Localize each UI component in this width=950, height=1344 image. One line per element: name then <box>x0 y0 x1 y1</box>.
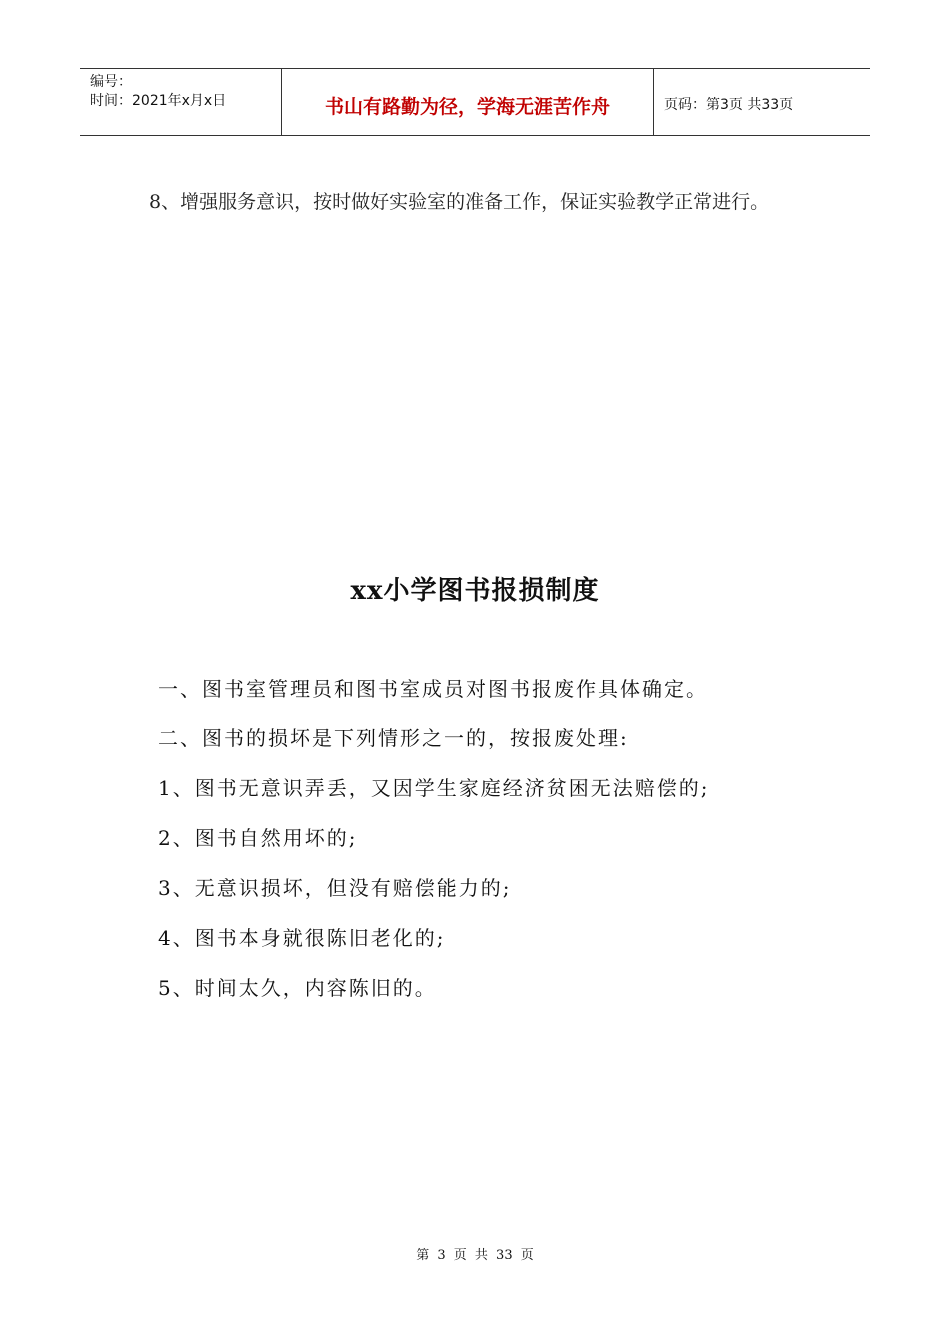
rule-item: 1、图书无意识弄丢，又因学生家庭经济贫困无法赔偿的; <box>158 776 710 800</box>
rule-item: 二、图书的损坏是下列情形之一的，按报废处理: <box>158 726 629 750</box>
rule-item: 4、图书本身就很陈旧老化的; <box>158 926 446 950</box>
document-number-label: 编号： <box>90 74 132 90</box>
page-footer: 第 3 页 共 33 页 <box>416 1248 534 1263</box>
header-meta <box>80 69 282 135</box>
intro-paragraph: 8、增强服务意识，按时做好实验室的准备工作，保证实验教学正常进行。 <box>149 191 770 213</box>
rule-item: 一、图书室管理员和图书室成员对图书报废作具体确定。 <box>158 677 708 701</box>
rule-item: 5、时间太久，内容陈旧的。 <box>158 976 437 1000</box>
rule-item: 3、无意识损坏，但没有赔偿能力的; <box>158 876 512 900</box>
rule-item: 2、图书自然用坏的; <box>158 826 358 850</box>
document-title: xx小学图书报损制度 <box>350 576 600 606</box>
header-motto: 书山有路勤为径，学海无涯苦作舟 <box>282 69 654 135</box>
page-header <box>80 68 870 136</box>
document-time-label: 时间：2021年x月x日 <box>90 93 227 109</box>
header-page-info: 页码：第3页 共33页 <box>664 97 794 113</box>
